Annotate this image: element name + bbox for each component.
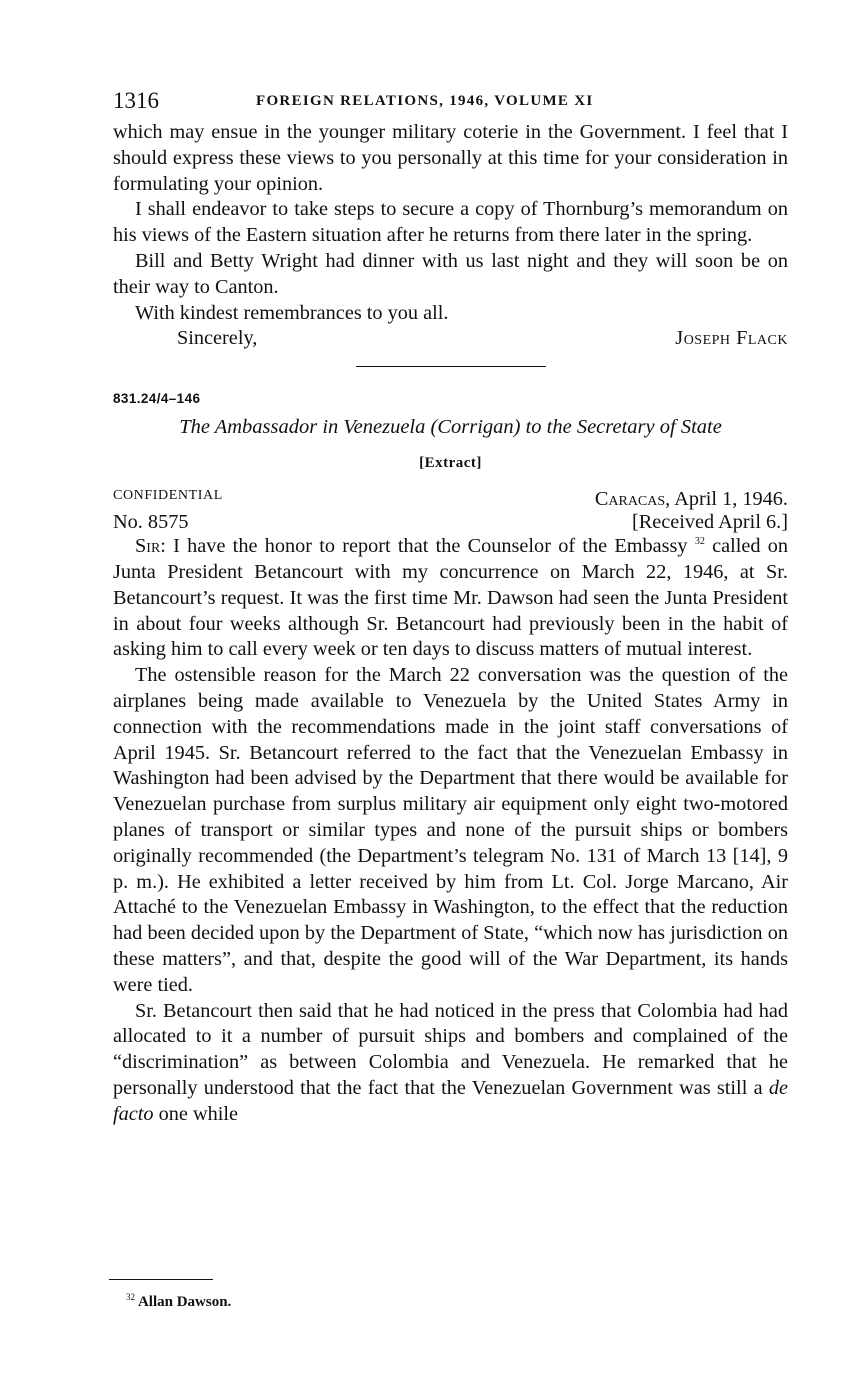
para1-part: I have the honor to report that the Counselor of the Embassy <box>173 535 688 558</box>
classification: CONFIDENTIAL <box>113 488 223 504</box>
dateline-row <box>113 488 788 511</box>
received-date: [Received April 6.] <box>631 511 788 534</box>
footnote <box>126 1294 231 1311</box>
body-paragraph <box>113 999 788 1128</box>
salutation: Sir: <box>135 535 166 558</box>
letter-closing <box>113 326 788 352</box>
footnote-number: 32 <box>126 1292 135 1302</box>
para3-part: one while <box>158 1102 239 1125</box>
page <box>113 88 788 1128</box>
document-title: The Ambassador in Venezuela (Corrigan) to the Secretary of State <box>179 416 722 439</box>
dateline <box>595 488 788 511</box>
file-number: 831.24/4–146 <box>113 391 201 407</box>
footnote-reference: 32 <box>694 536 705 548</box>
extract-label: [Extract] <box>419 455 482 472</box>
letter-paragraph: which may ensue in the younger military coterie in the Government. I feel that I should express these views to you personally at this time for your consideration in formulating your opinion. <box>113 121 788 195</box>
date: April 1, 1946. <box>674 488 788 511</box>
body-paragraph <box>113 534 788 663</box>
footnote-rule <box>109 1279 213 1280</box>
closing-word: Sincerely, <box>177 327 258 350</box>
letter-body <box>113 120 788 352</box>
footnote-text: Allan Dawson. <box>137 1294 232 1310</box>
running-title: FOREIGN RELATIONS, 1946, VOLUME XI <box>256 93 594 109</box>
section-divider <box>356 366 546 367</box>
signature: Joseph Flack <box>675 327 788 350</box>
document-body <box>113 534 788 1127</box>
place: Caracas, <box>594 488 671 511</box>
letter-paragraph: With kindest remembrances to you all. <box>135 301 449 324</box>
body-paragraph: The ostensible reason for the March 22 conversation was the question of the airplanes being made available to Venezuela by the United States Army in connection with the recommendations made in the joint staff conversations of April 1945. Sr. Betancourt referred to the fact that the Venezuelan Embassy in Washington had been advised by the Department that there would be available for Venezuelan purchase from surplus military air equipment only eight two-motored planes of transport or similar types and none of the pursuit ships or bombers originally recommended (the Department’s telegram No. 131 of March 13 [14], 9 p. m.). He exhibited a letter received by him from Lt. Col. Jorge Marcano, Air Attaché to the Venezuelan Embassy in Washington, to the effect that the reduction had been decided upon by the Department of State, “which now has jurisdiction on these matters”, and that, despite the good will of the War Department, its hands were tied. <box>113 664 788 996</box>
page-number: 1316 <box>113 88 159 113</box>
reference-row <box>113 511 788 534</box>
despatch-number: No. 8575 <box>113 511 189 534</box>
running-header <box>113 88 788 120</box>
para3-emphasis: de facto <box>113 1076 788 1125</box>
para3-part: Sr. Betancourt then said that he had noticed in the press that Colombia had had allocated to it a number of pursuit ships and bombers and complained of the “discrimination” as between Colombia and Venezuela. He remarked that he personally understood that the fact that the Venezuelan Government was still a <box>113 999 788 1099</box>
letter-paragraph: I shall endeavor to take steps to secure a copy of Thornburg’s memorandum on his views of the Eastern situation after he returns from there later in the spring. <box>113 198 788 247</box>
para1-part: called on Junta President Betancourt with my concurrence on March 22, 1946, at Sr. Betancourt’s request. It was the first time Mr. Dawson had seen the Junta President in about four weeks although Sr. Betancourt had previously been in the habit of asking him to call every week or ten days to discuss matters of mutual interest. <box>113 535 789 661</box>
letter-paragraph: Bill and Betty Wright had dinner with us last night and they will soon be on their way to Canton. <box>113 249 788 298</box>
